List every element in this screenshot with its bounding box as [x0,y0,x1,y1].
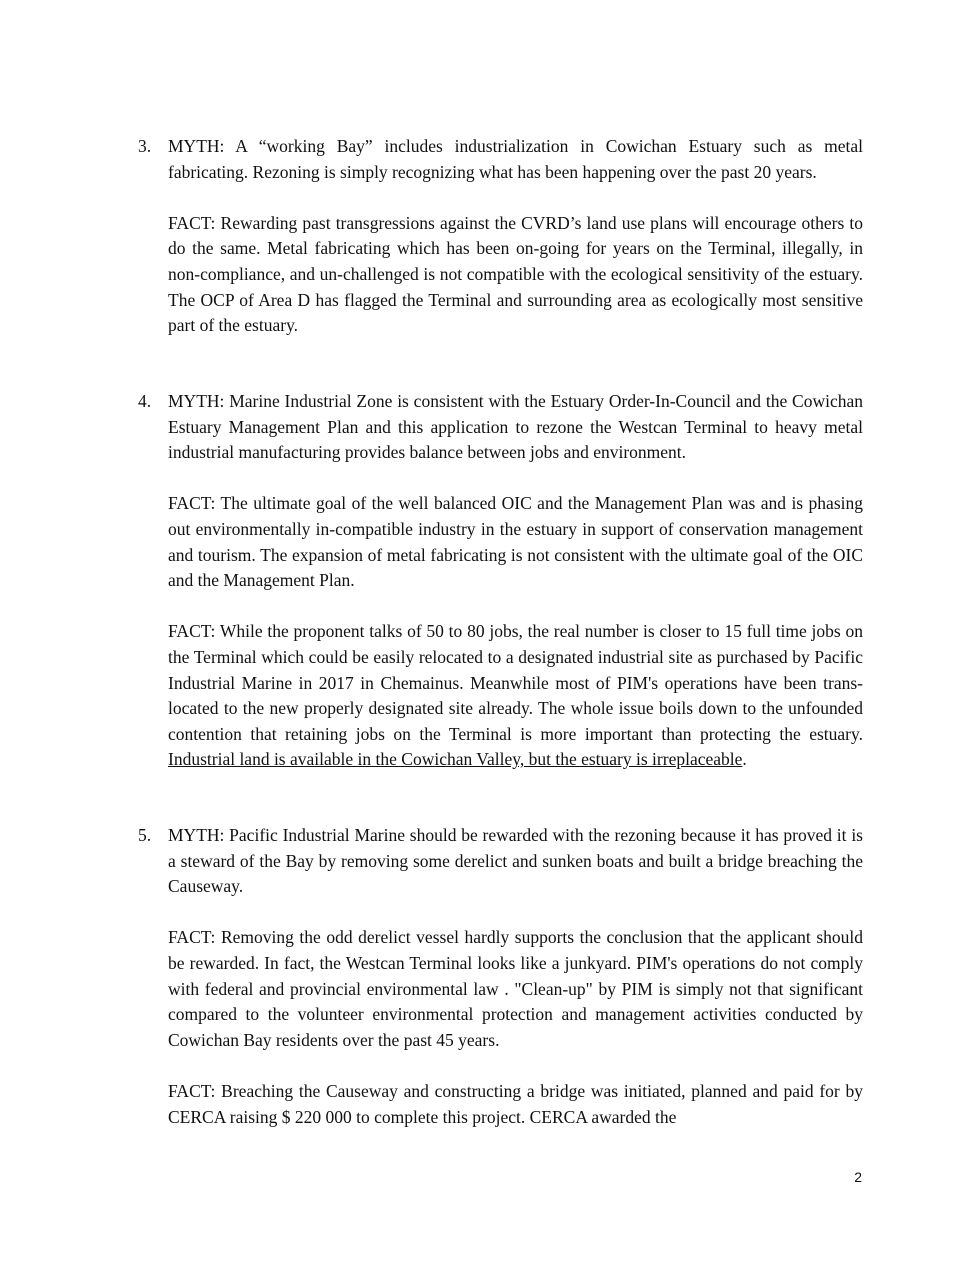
fact-paragraph: FACT: Removing the odd derelict vessel hardly supports the conclusion that the applicant should be rewarded. In fact, the Westcan Terminal looks like a junkyard. PIM's operations do not comply with federal and provincial environmental law . "Clean-up" by PIM is simply not that significant compared to the volunteer environmental protection and management activities conducted by Cowichan Bay residents over the past 45 years. [168,927,863,1050]
item-number: 5. [138,825,152,845]
fact-paragraph: FACT: The ultimate goal of the well balanced OIC and the Management Plan was and is phasing out environmentally in-compatible industry in the estuary in support of conservation management and tourism. The expansion of metal fabricating is not consistent with the ultimate goal of the OIC and the Management Plan. [168,493,863,591]
myth-paragraph: MYTH: A “working Bay” includes industrialization in Cowichan Estuary such as metal fabricating. Rezoning is simply recognizing what has been happening over the past 20 years. [168,136,863,182]
fact-end: . [742,749,747,770]
item-number: 3. [138,136,152,156]
myth-paragraph: MYTH: Marine Industrial Zone is consistent with the Estuary Order-In-Council and the Cowichan Estuary Management Plan and this application to rezone the Westcan Terminal to heavy metal industrial manufacturing provides balance between jobs and environment. [168,391,863,463]
page-number: 2 [854,1169,862,1185]
fact-paragraph [168,619,863,773]
myth-paragraph: MYTH: Pacific Industrial Marine should be rewarded with the rezoning because it has proved it is a steward of the Bay by removing some derelict and sunken boats and built a bridge breaching the Causeway. [168,825,863,897]
fact-paragraph: FACT: Breaching the Causeway and constructing a bridge was initiated, planned and paid for by CERCA raising $ 220 000 to complete this project. CERCA awarded the [168,1080,863,1127]
fact-text: FACT: While the proponent talks of 50 to 80 jobs, the real number is closer to 15 full time jobs on the Terminal which could be easily relocated to a designated industrial site as purchased by Pacific Industrial Marine in 2017 in Chemainus. Meanwhile most of PIM's operations have been trans-located to the new properly designated site already. The whole issue boils down to the unfounded contention that retaining jobs on the Terminal is more important than protecting the estuary. [168,621,863,744]
underlined-statement: Industrial land is available in the Cowichan Valley, but the estuary is irreplaceable [168,749,743,770]
item-number: 4. [138,391,152,411]
list-item-3 [138,134,863,339]
list-item-4 [138,389,863,773]
fact-paragraph: FACT: Rewarding past transgressions against the CVRD’s land use plans will encourage others to do the same. Metal fabricating which has been on-going for years on the Terminal, illegally, in non-compliance, and un-challenged is not compatible with the ecological sensitivity of the estuary. The OCP of Area D has flagged the Terminal and surrounding area as ecologically most sensitive part of the estuary. [168,212,863,336]
list-item-5 [138,823,863,1130]
